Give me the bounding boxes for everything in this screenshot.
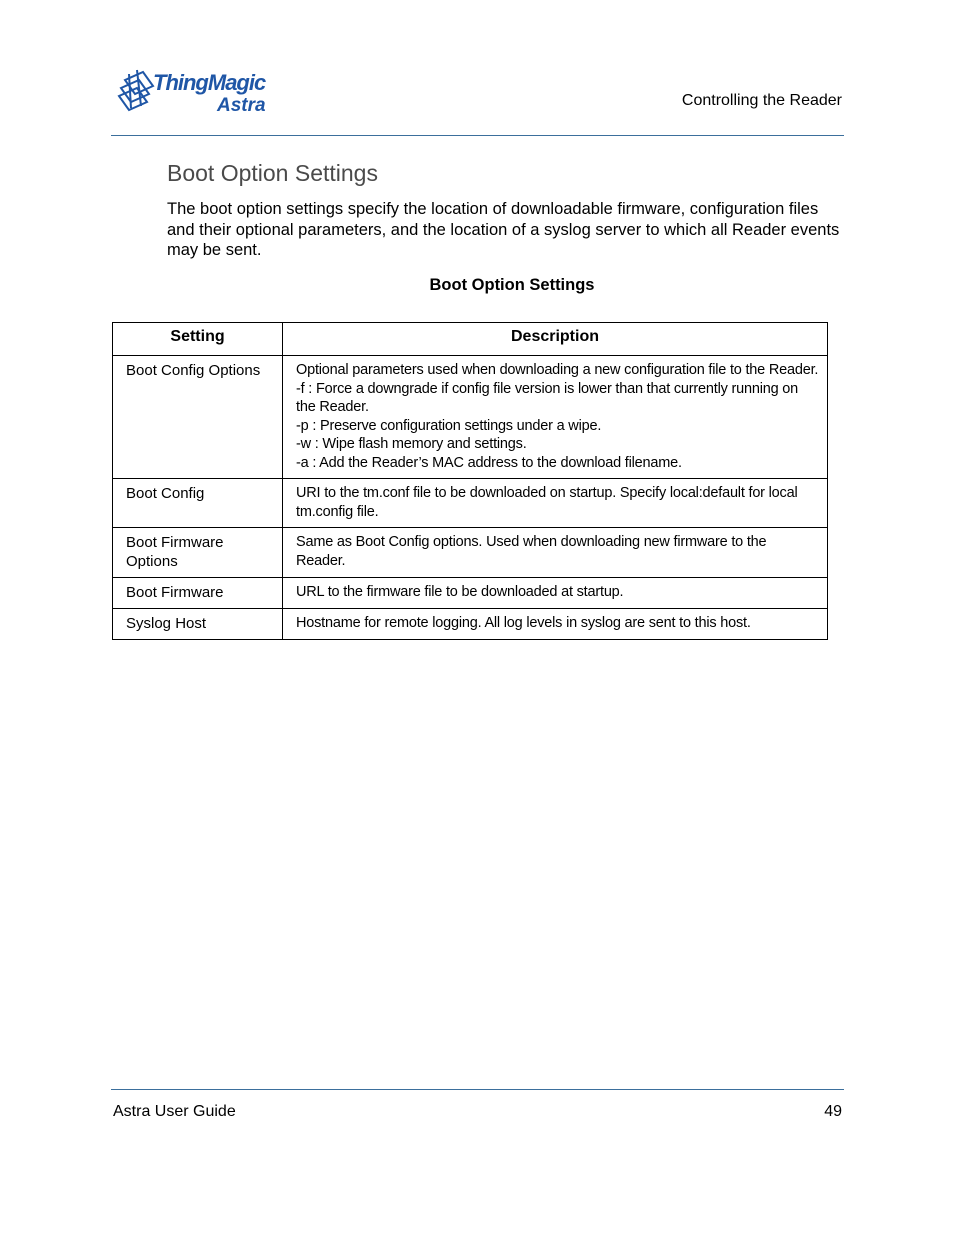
table-row [113, 609, 828, 640]
description-line: -a : Add the Reader’s MAC address to the download filename. [296, 454, 682, 471]
table-header-row [113, 323, 828, 356]
description-line: -w : Wipe flash memory and settings. [296, 436, 527, 452]
column-header-description: Description [283, 323, 828, 356]
page-number: 49 [824, 1103, 842, 1120]
description-cell [283, 356, 828, 479]
setting-cell: Boot Config [113, 479, 283, 528]
setting-cell: Boot Config Options [113, 356, 283, 479]
section-title: Boot Option Settings [167, 160, 378, 186]
description-line: URL to the firmware file to be downloaded at startup. [296, 584, 624, 600]
reader-antenna-icon [119, 70, 153, 110]
column-header-setting: Setting [113, 323, 283, 356]
description-line: -f : Force a downgrade if config file version is lower than that currently running on the Reader. [296, 380, 799, 415]
footer-divider [111, 1089, 844, 1090]
description-line: Optional parameters used when downloading a new configuration file to the Reader. [296, 362, 819, 378]
header-divider [111, 135, 844, 136]
logo-product-text: Astra [217, 95, 266, 116]
table-caption: Boot Option Settings [429, 276, 595, 294]
description-line: -p : Preserve configuration settings under a wipe. [296, 417, 602, 434]
table-row [113, 578, 828, 609]
setting-cell: Boot Firmware Options [113, 528, 283, 578]
table-row [113, 528, 828, 578]
chapter-title: Controlling the Reader [681, 92, 842, 109]
description-cell [283, 528, 828, 578]
logo-brand-text: ThingMagic [153, 70, 266, 95]
setting-cell: Boot Firmware [113, 578, 283, 609]
footer-guide-title: Astra User Guide [113, 1103, 236, 1120]
description-line: Hostname for remote logging. All log levels in syslog are sent to this host. [296, 615, 751, 631]
table-row [113, 356, 828, 479]
description-cell [283, 578, 828, 609]
thingmagic-astra-logo [117, 66, 277, 118]
boot-option-settings-table [112, 322, 828, 640]
description-cell [283, 609, 828, 640]
description-cell [283, 479, 828, 528]
setting-cell: Syslog Host [113, 609, 283, 640]
section-intro: The boot option settings specify the location of downloadable firmware, configuration files and their optional parameters, and the location of a syslog server to which all Reader events may be sent. [167, 200, 840, 259]
table-row [113, 479, 828, 528]
description-line: URI to the tm.conf file to be downloaded on startup. Specify local:default for local tm.config file. [296, 485, 798, 520]
description-line: Same as Boot Config options. Used when downloading new firmware to the Reader. [296, 534, 767, 569]
